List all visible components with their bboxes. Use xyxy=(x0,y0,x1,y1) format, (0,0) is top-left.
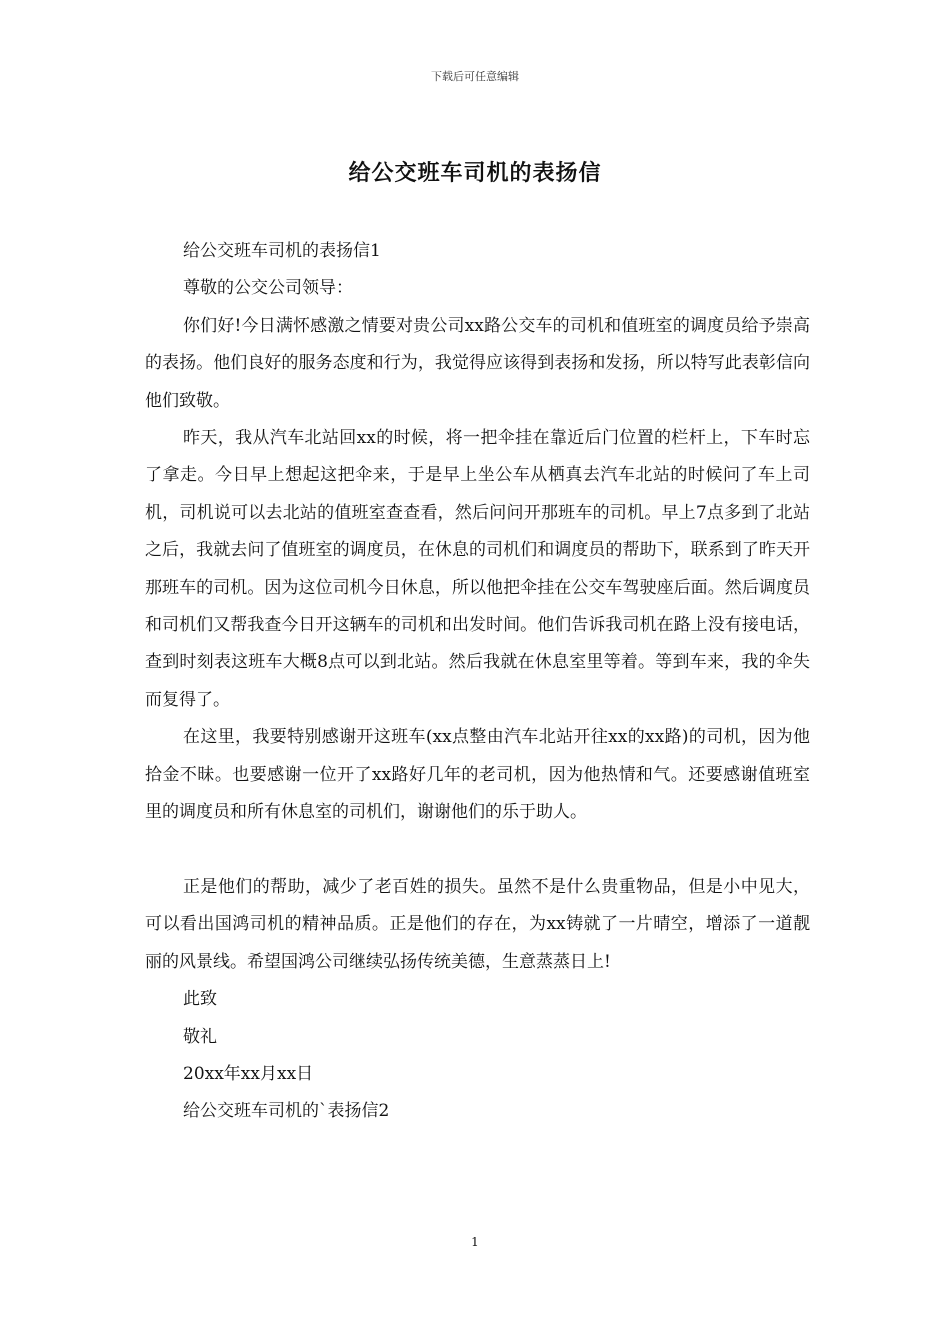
paragraph-thanks: 在这里，我要特别感谢开这班车(xx点整由汽车北站开往xx的xx路)的司机，因为他拾金不昧。也要感谢一位开了xx路好几年的老司机，因为他热情和气。还要感谢值班室里的调度员和所有休息室的司机们，谢谢他们的乐于助人。 xyxy=(145,727,810,823)
document-title: 给公交班车司机的表扬信 xyxy=(348,160,602,186)
next-letter-heading: 给公交班车司机的`表扬信2 xyxy=(183,1101,390,1122)
closing-phrase: 此致 xyxy=(183,989,217,1010)
letter-heading: 给公交班车司机的表扬信1 xyxy=(183,241,381,261)
page-number: 1 xyxy=(471,1235,479,1249)
header-note: 下载后可任意编辑 xyxy=(431,70,519,83)
paragraph-greeting: 你们好!今日满怀感激之情要对贵公司xx路公交车的司机和值班室的调度员给予崇高的表扬。他们良好的服务态度和行为，我觉得应该得到表扬和发扬，所以特写此表彰信向他们致敬。 xyxy=(145,315,810,411)
letter-date: 20xx年xx月xx日 xyxy=(183,1063,314,1084)
salutation: 尊敬的公交公司领导： xyxy=(183,278,353,299)
letter-body xyxy=(145,233,810,1131)
closing-salute: 敬礼 xyxy=(183,1026,217,1047)
paragraph-story: 昨天，我从汽车北站回xx的时候，将一把伞挂在靠近后门位置的栏杆上，下车时忘了拿走。今日早上想起这把伞来，于是早上坐公车从栖真去汽车北站的时候问了车上司机，司机说可以去北站的值班室查查看，然后问问开那班车的司机。早上7点多到了北站之后，我就去问了值班室的调度员，在休息的司机们和调度员的帮助下，联系到了昨天开那班车的司机。因为这位司机今日休息，所以他把伞挂在公交车驾驶座后面。然后调度员和司机们又帮我查今日开这辆车的司机和出发时间。他们告诉我司机在路上没有接电话，查到时刻表这班车大概8点可以到北站。然后我就在休息室里等着。等到车来，我的伞失而复得了。 xyxy=(145,428,810,710)
blank-line xyxy=(145,832,810,869)
paragraph-closing: 正是他们的帮助，减少了老百姓的损失。虽然不是什么贵重物品，但是小中见大，可以看出国鸿司机的精神品质。正是他们的存在，为xx铸就了一片晴空，增添了一道靓丽的风景线。希望国鸿公司继续弘扬传统美德，生意蒸蒸日上! xyxy=(145,876,810,972)
